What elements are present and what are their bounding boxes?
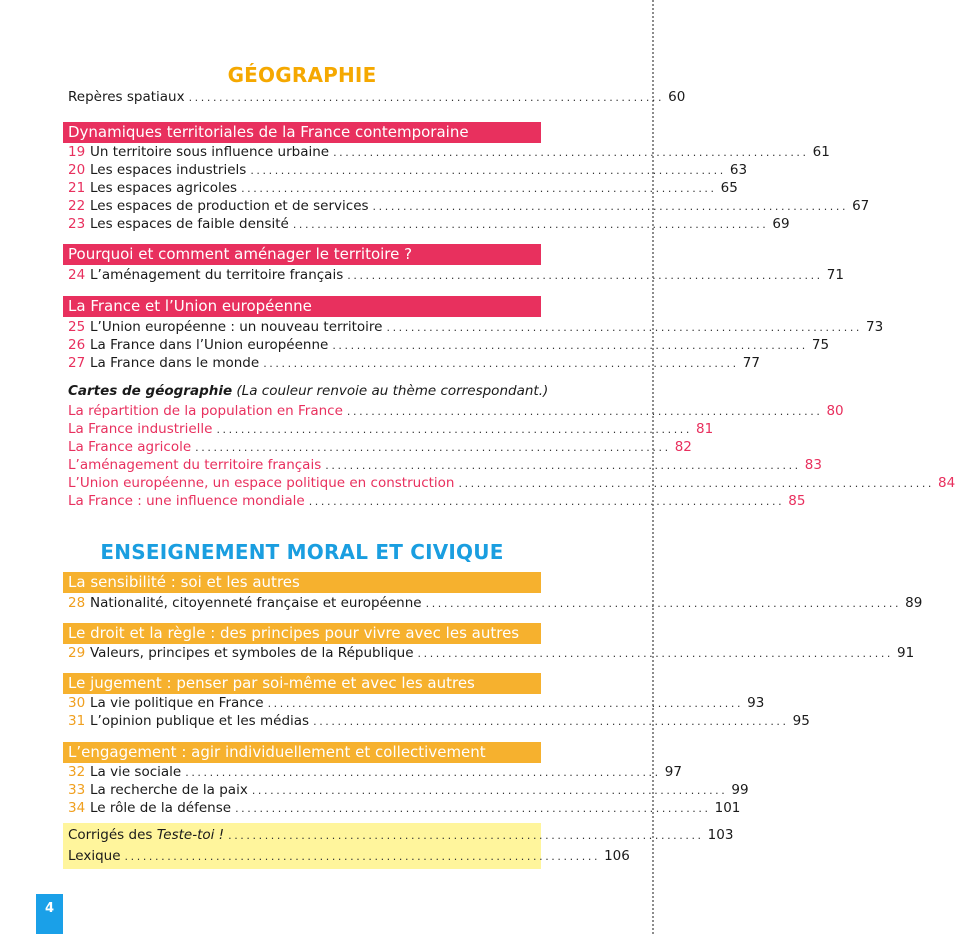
entry-number: 27 bbox=[68, 355, 86, 371]
entry-page: 95 bbox=[792, 713, 810, 729]
leader-dots: .............................................................................. bbox=[235, 802, 711, 815]
entry-page: 106 bbox=[604, 848, 630, 864]
entry-page: 71 bbox=[826, 267, 844, 283]
map-entry[interactable] bbox=[63, 474, 956, 492]
theme-band-jugement: Le jugement : penser par soi-même et avec les autres bbox=[63, 673, 541, 694]
leader-dots: .............................................................................. bbox=[458, 477, 935, 490]
toc-entry-30[interactable] bbox=[63, 694, 765, 712]
toc-entry-28[interactable] bbox=[63, 594, 923, 612]
entry-label: Les espaces de faible densité bbox=[90, 216, 289, 232]
entry-label: Le rôle de la défense bbox=[90, 800, 232, 816]
toc-entry-27[interactable] bbox=[63, 354, 760, 372]
leader-dots: .............................................................................. bbox=[372, 200, 849, 213]
entry-label: La répartition de la population en France bbox=[68, 403, 343, 419]
entry-number: 28 bbox=[68, 595, 86, 611]
civic-section-title: ENSEIGNEMENT MORAL ET CIVIQUE bbox=[100, 540, 504, 564]
toc-entry-23[interactable] bbox=[63, 215, 790, 233]
entry-label: La France dans l’Union européenne bbox=[90, 337, 329, 353]
entry-page: 97 bbox=[664, 764, 682, 780]
entry-label: La France agricole bbox=[68, 439, 192, 455]
maps-intro-bold: Cartes de géographie bbox=[68, 383, 233, 399]
entry-page: 93 bbox=[747, 695, 765, 711]
entry-label: Les espaces de production et de services bbox=[90, 198, 369, 214]
leader-dots: .............................................................................. bbox=[263, 357, 739, 370]
entry-page: 91 bbox=[897, 645, 915, 661]
entry-page: 99 bbox=[731, 782, 749, 798]
entry-page: 77 bbox=[742, 355, 760, 371]
theme-band-dynamiques: Dynamiques territoriales de la France contemporaine bbox=[63, 122, 541, 143]
leader-dots: .............................................................................. bbox=[386, 321, 863, 334]
entry-label: La vie politique en France bbox=[90, 695, 264, 711]
toc-entry-24[interactable] bbox=[63, 266, 844, 284]
entry-number: 31 bbox=[68, 713, 86, 729]
map-entry[interactable] bbox=[63, 492, 806, 510]
map-entry[interactable] bbox=[63, 402, 844, 420]
leader-dots: .............................................................................. bbox=[325, 459, 801, 472]
entry-label: Repères spatiaux bbox=[68, 89, 185, 105]
map-entry[interactable] bbox=[63, 438, 692, 456]
toc-entry-reperes[interactable] bbox=[63, 88, 686, 106]
entry-label: L’aménagement du territoire français bbox=[68, 457, 322, 473]
entry-label: Valeurs, principes et symboles de la République bbox=[90, 645, 414, 661]
entry-page: 69 bbox=[772, 216, 790, 232]
entry-number: 22 bbox=[68, 198, 86, 214]
entry-label: L’aménagement du territoire français bbox=[90, 267, 344, 283]
toc-entry-25[interactable] bbox=[63, 318, 884, 336]
leader-dots: .............................................................................. bbox=[250, 164, 726, 177]
entry-page: 67 bbox=[852, 198, 870, 214]
toc-entry-33[interactable] bbox=[63, 781, 749, 799]
toc-entry-20[interactable] bbox=[63, 161, 748, 179]
leader-dots: .............................................................................. bbox=[313, 715, 789, 728]
map-entry[interactable] bbox=[63, 420, 714, 438]
page-number-badge: 4 bbox=[36, 894, 63, 934]
entry-number: 34 bbox=[68, 800, 86, 816]
toc-entry-29[interactable] bbox=[63, 644, 915, 662]
entry-page: 73 bbox=[866, 319, 884, 335]
leader-dots: .............................................................................. bbox=[308, 495, 785, 508]
entry-label: La France dans le monde bbox=[90, 355, 260, 371]
entry-page: 80 bbox=[826, 403, 844, 419]
leader-dots: .............................................................................. bbox=[228, 829, 704, 842]
leader-dots: .............................................................................. bbox=[332, 339, 808, 352]
entry-number: 29 bbox=[68, 645, 86, 661]
leader-dots: .............................................................................. bbox=[241, 182, 717, 195]
corriges-prefix: Corrigés des bbox=[68, 827, 157, 843]
leader-dots: .............................................................................. bbox=[417, 647, 894, 660]
entry-label: L’Union européenne, un espace politique en construction bbox=[68, 475, 455, 491]
entry-page: 85 bbox=[788, 493, 806, 509]
entry-page: 89 bbox=[905, 595, 923, 611]
entry-number: 20 bbox=[68, 162, 86, 178]
entry-page: 83 bbox=[804, 457, 822, 473]
entry-page: 84 bbox=[938, 475, 956, 491]
entry-page: 81 bbox=[696, 421, 714, 437]
entry-page: 103 bbox=[707, 827, 734, 843]
leader-dots: .............................................................................. bbox=[346, 405, 823, 418]
geography-section-title: GÉOGRAPHIE bbox=[227, 63, 377, 87]
entry-page: 75 bbox=[811, 337, 830, 353]
entry-label bbox=[63, 826, 224, 844]
entry-label: Un territoire sous influence urbaine bbox=[90, 144, 330, 160]
toc-entry-corriges[interactable] bbox=[63, 826, 734, 844]
entry-page: 60 bbox=[668, 89, 686, 105]
entry-number: 19 bbox=[68, 144, 86, 160]
corriges-italic: Teste-toi ! bbox=[156, 827, 225, 843]
entry-number: 33 bbox=[68, 782, 86, 798]
entry-number: 21 bbox=[68, 180, 86, 196]
entry-number: 25 bbox=[68, 319, 86, 335]
leader-dots: .............................................................................. bbox=[185, 766, 661, 779]
entry-page: 101 bbox=[714, 800, 741, 816]
entry-number: 26 bbox=[68, 337, 86, 353]
theme-band-amenager: Pourquoi et comment aménager le territoire ? bbox=[63, 244, 541, 265]
entry-label: Nationalité, citoyenneté française et européenne bbox=[90, 595, 422, 611]
entry-number: 30 bbox=[68, 695, 86, 711]
leader-dots: .............................................................................. bbox=[188, 91, 665, 104]
toc-entry-26[interactable] bbox=[63, 336, 830, 354]
entry-label: La vie sociale bbox=[90, 764, 182, 780]
leader-dots: .............................................................................. bbox=[267, 697, 744, 710]
leader-dots: .............................................................................. bbox=[216, 423, 692, 436]
leader-dots: .............................................................................. bbox=[425, 597, 902, 610]
toc-entry-lexique[interactable] bbox=[63, 847, 630, 865]
theme-band-sensibilite: La sensibilité : soi et les autres bbox=[63, 572, 541, 593]
entry-number: 23 bbox=[68, 216, 86, 232]
entry-label: Les espaces agricoles bbox=[90, 180, 238, 196]
entry-page: 82 bbox=[674, 439, 692, 455]
leader-dots: .............................................................................. bbox=[347, 269, 823, 282]
entry-number: 32 bbox=[68, 764, 86, 780]
entry-label: L’Union européenne : un nouveau territoire bbox=[90, 319, 383, 335]
map-entry[interactable] bbox=[63, 456, 822, 474]
entry-label: Les espaces industriels bbox=[90, 162, 247, 178]
toc-entry-19[interactable] bbox=[63, 143, 830, 161]
leader-dots: .............................................................................. bbox=[124, 850, 601, 863]
maps-intro-note: (La couleur renvoie au thème correspondant.) bbox=[232, 383, 549, 399]
entry-page: 65 bbox=[720, 180, 738, 196]
entry-page: 61 bbox=[812, 144, 830, 160]
toc-entry-31[interactable] bbox=[63, 712, 810, 730]
entry-label: Lexique bbox=[68, 848, 121, 864]
entry-label: La France industrielle bbox=[68, 421, 213, 437]
maps-intro bbox=[68, 383, 549, 399]
toc-entry-34[interactable] bbox=[63, 799, 741, 817]
theme-band-engagement: L’engagement : agir individuellement et collectivement bbox=[63, 742, 541, 763]
toc-entry-21[interactable] bbox=[63, 179, 738, 197]
entry-page: 63 bbox=[729, 162, 748, 178]
leader-dots: .............................................................................. bbox=[195, 441, 671, 454]
toc-entry-22[interactable] bbox=[63, 197, 870, 215]
entry-label: La France : une influence mondiale bbox=[68, 493, 305, 509]
theme-band-droit-regle: Le droit et la règle : des principes pour vivre avec les autres bbox=[63, 623, 541, 644]
entry-label: L’opinion publique et les médias bbox=[90, 713, 310, 729]
entry-label: La recherche de la paix bbox=[90, 782, 248, 798]
leader-dots: .............................................................................. bbox=[333, 146, 809, 159]
leader-dots: .............................................................................. bbox=[251, 784, 728, 797]
toc-entry-32[interactable] bbox=[63, 763, 682, 781]
entry-number: 24 bbox=[68, 267, 86, 283]
theme-band-union-europeenne: La France et l’Union européenne bbox=[63, 296, 541, 317]
leader-dots: .............................................................................. bbox=[292, 218, 769, 231]
